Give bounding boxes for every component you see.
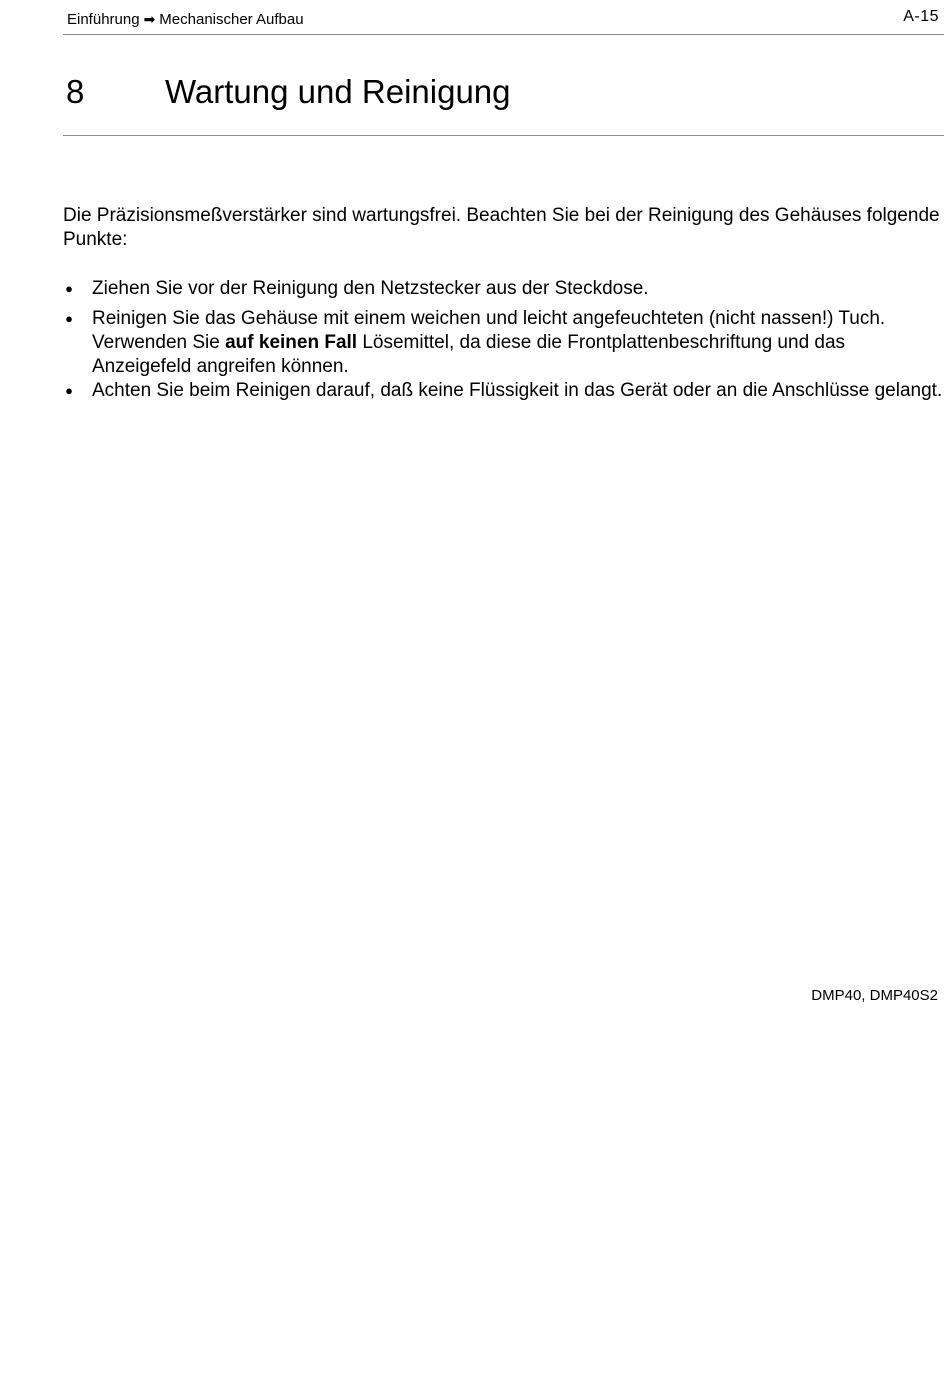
header-divider bbox=[63, 34, 944, 35]
footer-model-label: DMP40, DMP40S2 bbox=[811, 987, 938, 1004]
list-item bbox=[63, 307, 948, 379]
list-item bbox=[63, 379, 948, 403]
breadcrumb bbox=[67, 9, 304, 30]
emphasis-text: auf keinen Fall bbox=[225, 332, 358, 353]
title-divider bbox=[63, 135, 944, 136]
arrow-right-icon: ➡ bbox=[143, 11, 156, 27]
list-item-text: Ziehen Sie vor der Reinigung den Netzstecker aus der Steckdose. bbox=[92, 278, 649, 299]
breadcrumb-subsection: Mechanischer Aufbau bbox=[159, 11, 304, 28]
bullet-icon: ● bbox=[65, 311, 73, 326]
maintenance-list bbox=[63, 277, 948, 403]
list-item-text: Achten Sie beim Reinigen darauf, daß keine Flüssigkeit in das Gerät oder an die Anschlüsse gelangt. bbox=[92, 380, 943, 401]
list-item-text: Reinigen Sie das Gehäuse mit einem weichen und leicht angefeuchteten (nicht nassen!) Tuch. Verwenden Sie bbox=[92, 308, 886, 353]
page-number: A-15 bbox=[903, 8, 939, 25]
chapter-number: 8 bbox=[66, 73, 85, 110]
bullet-icon: ● bbox=[65, 281, 73, 296]
page-title: Wartung und Reinigung bbox=[165, 73, 511, 110]
list-item-text: Lösemittel, da diese die Frontplattenbeschriftung und das Anzeigefeld angreifen können. bbox=[92, 332, 846, 377]
list-item bbox=[63, 277, 948, 301]
breadcrumb-section: Einführung bbox=[67, 11, 140, 28]
bullet-icon: ● bbox=[65, 383, 73, 398]
intro-paragraph: Die Präzisionsmeßverstärker sind wartungsfrei. Beachten Sie bei der Reinigung des Gehäuses folgende Punkte: bbox=[63, 205, 940, 250]
